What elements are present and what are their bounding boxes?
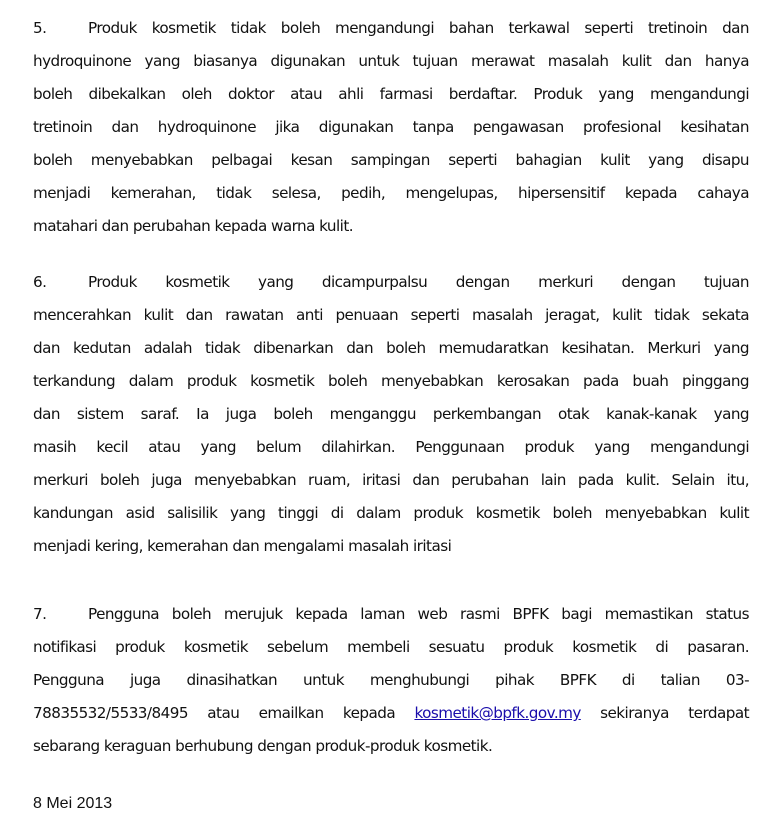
text-line: sebarang keraguan berhubung dengan produk-produk kosmetik. [33,737,493,755]
paragraph-6 [33,266,749,563]
text-line: 7. Pengguna boleh merujuk kepada laman web rasmi BPFK bagi memastikan status [33,598,749,631]
paragraph-5 [33,12,749,243]
text-line: kandungan asid salisilik yang tinggi di dalam produk kosmetik boleh menyebabkan kulit [33,504,749,522]
text-line: boleh menyebabkan pelbagai kesan sampingan seperti bahagian kulit yang disapu [33,151,749,169]
text-line: notifikasi produk kosmetik sebelum membeli sesuatu produk kosmetik di pasaran. [33,638,749,656]
text-line: 5. Produk kosmetik tidak boleh mengandungi bahan terkawal seperti tretinoin dan [33,12,749,45]
email-link[interactable]: kosmetik@bpfk.gov.my [414,704,581,722]
text-line: terkandung dalam produk kosmetik boleh menyebabkan kerosakan pada buah pinggang [33,372,749,390]
text-line: menjadi kemerahan, tidak selesa, pedih, mengelupas, hipersensitif kepada cahaya [33,184,749,202]
text-line: 78835532/5533/8495 atau emailkan kepada kosmetik@bpfk.gov.my sekiranya terdapat [33,704,749,722]
text-line: menjadi kering, kemerahan dan mengalami masalah iritasi [33,537,452,555]
text-line: merkuri boleh juga menyebabkan ruam, iritasi dan perubahan lain pada kulit. Selain itu, [33,471,749,489]
text-line: masih kecil atau yang belum dilahirkan. Penggunaan produk yang mengandungi [33,438,749,456]
text-line: boleh dibekalkan oleh doktor atau ahli farmasi berdaftar. Produk yang mengandungi [33,85,749,103]
text-line: mencerahkan kulit dan rawatan anti penuaan seperti masalah jeragat, kulit tidak sekata [33,306,749,324]
text-line: tretinoin dan hydroquinone jika digunakan tanpa pengawasan profesional kesihatan [33,118,749,136]
paragraph-number: 5. [33,19,47,37]
text-line: dan kedutan adalah tidak dibenarkan dan boleh memudaratkan kesihatan. Merkuri yang [33,339,749,357]
paragraph-number: 7. [33,605,47,623]
text-line: dan sistem saraf. Ia juga boleh menganggu perkembangan otak kanak-kanak yang [33,405,749,423]
text-line: hydroquinone yang biasanya digunakan untuk tujuan merawat masalah kulit dan hanya [33,52,749,70]
paragraph-7 [33,598,749,763]
text-line: matahari dan perubahan kepada warna kulit. [33,217,354,235]
text-line: Pengguna juga dinasihatkan untuk menghubungi pihak BPFK di talian 03- [33,671,749,689]
paragraph-number: 6. [33,273,47,291]
document-date: 8 Mei 2013 [33,795,113,812]
text-line: 6. Produk kosmetik yang dicampurpalsu dengan merkuri dengan tujuan [33,266,749,299]
